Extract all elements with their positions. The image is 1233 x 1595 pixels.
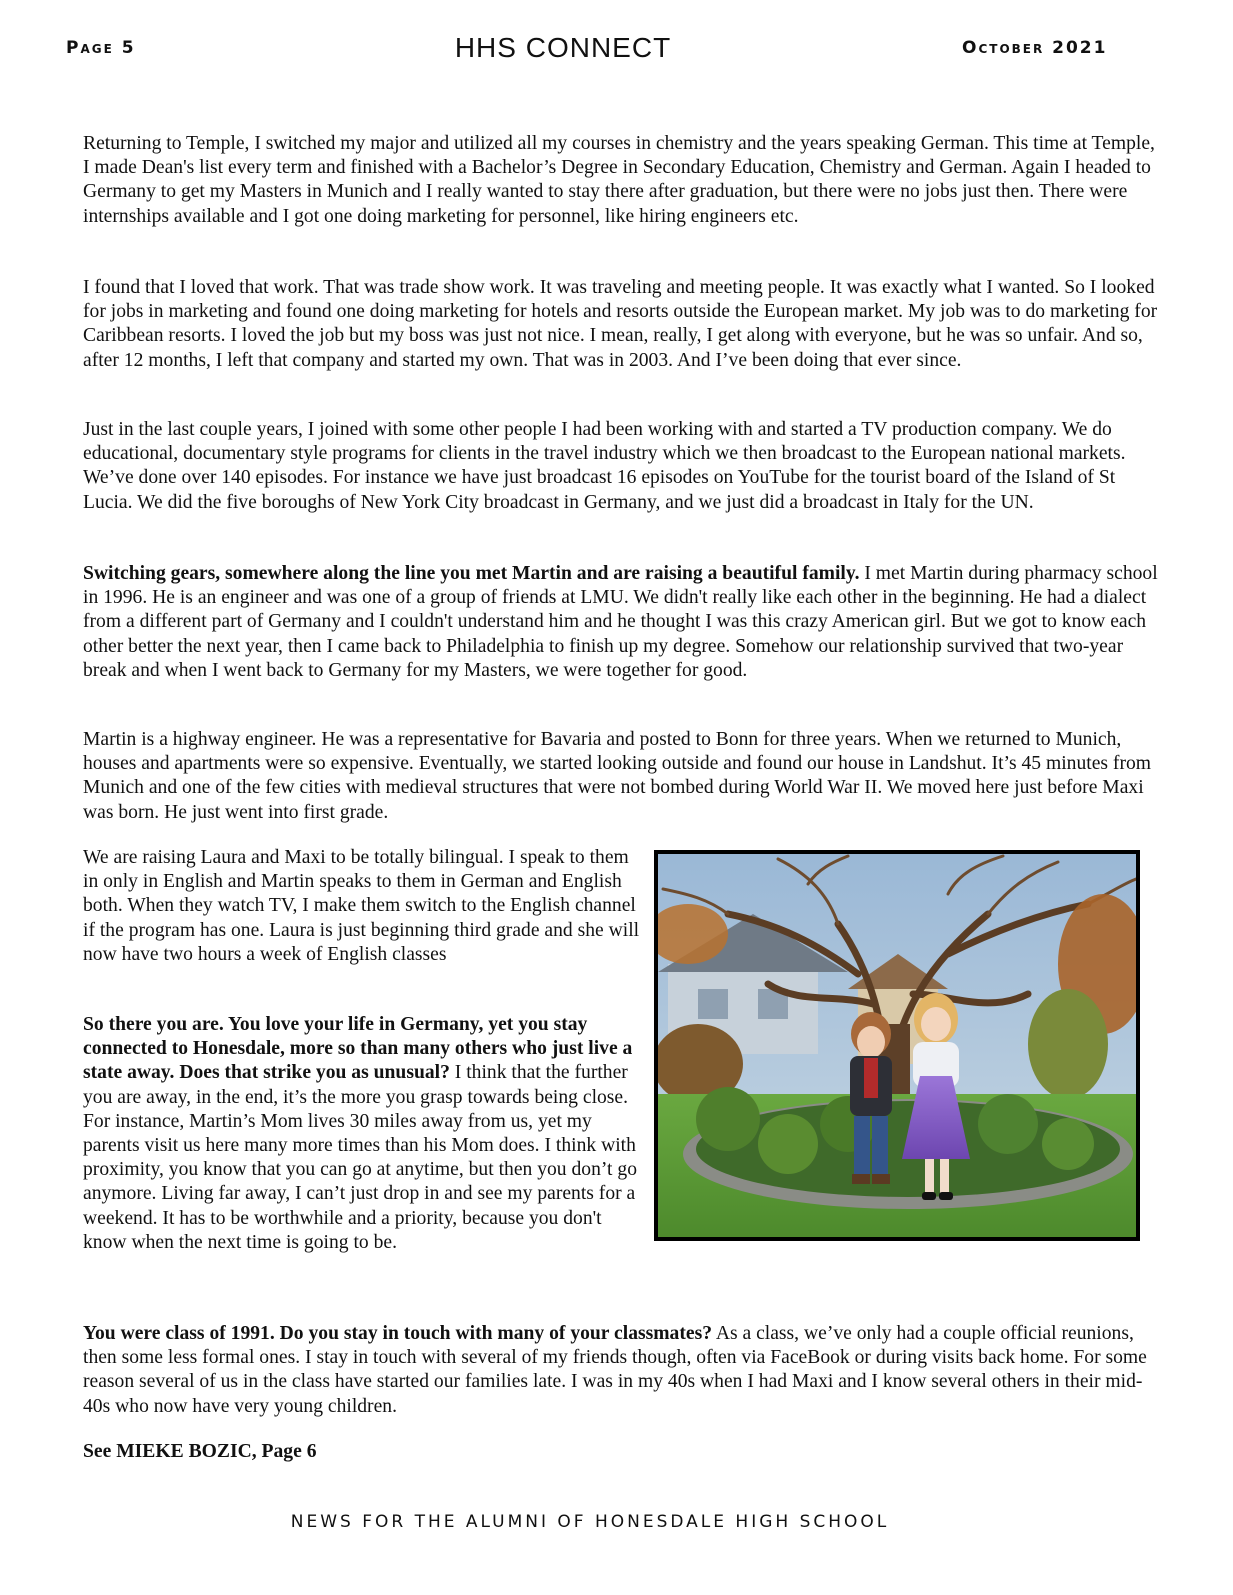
paragraph-classmates <box>83 1322 1158 1419</box>
answer-living-abroad: I think that the further you are away, in the end, it’s the more you grasp towards being close. For instance, Martin’s Mom lives 30 miles away from us, yet my parents visit us here many more times than his Mom does. I think with proximity, you know that you can go at anytime, but then you don’t go anymore. Living far away, I can’t just drop in and see my parents for a weekend. It has to be worthwhile and a priority, because you don't know when the next time is going to be. <box>83 1062 637 1253</box>
paragraph-trade-show-work: I found that I loved that work. That was trade show work. It was traveling and meeting people. It was exactly what I wanted. So I looked for jobs in marketing and found one doing marketing for hotels and resorts outside the European market. My job was to do marketing for Caribbean resorts. I loved the job but my boss was just not nice. I mean, really, I get along with everyone, but he was so unfair. And so, after 12 months, I left that company and started my own. That was in 2003. And I’ve been doing that ever since. <box>83 277 1158 371</box>
continued-label: See MIEKE BOZIC, Page 6 <box>83 1441 317 1462</box>
answer-meeting-martin: I met Martin during pharmacy school in 1996. He is an engineer and was one of a group of friends at LMU. We didn't really like each other in the beginning. He had a dialect from a different part of Germany and I couldn't understand him and he thought I was this crazy American girl. But we got to know each other better the next year, then I came back to Philadelphia to finish up my degree. Somehow our relationship survived that two-year break and when I went back to Germany for my Masters, we were together for good. <box>83 563 1158 681</box>
paragraph-tv-production: Just in the last couple years, I joined with some other people I had been working with and started a TV production company. We do educational, documentary style programs for clients in the travel industry which we then broadcast to the European national markets. We’ve done over 140 episodes. For instance we have just broadcast 16 episodes on YouTube for the tourist board of the Island of St Lucia. We did the five boroughs of New York City broadcast in Germany, and we just did a broadcast in Italy for the UN. <box>83 419 1126 513</box>
continued-link[interactable] <box>83 1440 1158 1464</box>
issue-date: October 2021 <box>962 38 1108 58</box>
question-classmates: You were class of 1991. Do you stay in touch with many of your classmates? <box>83 1323 712 1344</box>
family-photo <box>654 850 1140 1241</box>
paragraph-meeting-martin <box>83 562 1158 683</box>
page-number: Page 5 <box>66 38 136 58</box>
question-living-abroad: So there you are. You love your life in Germany, yet you stay connected to Honesdale, more so than many others who just live a state away. Does that strike you as unusual? <box>83 1014 633 1084</box>
question-meeting-martin: Switching gears, somewhere along the line you met Martin and are raising a beautiful family. <box>83 563 860 584</box>
paragraph-bilingual: We are raising Laura and Maxi to be totally bilingual. I speak to them in only in English and Martin speaks to them in German and English both. When they watch TV, I make them switch to the English channel if the program has one. Laura is just beginning third grade and she will now have two hours a week of English classes <box>83 847 640 965</box>
paragraph-returning-to-temple: Returning to Temple, I switched my major and utilized all my courses in chemistry and the years speaking German. This time at Temple, I made Dean's list every term and finished with a Bachelor’s Degree in Secondary Education, Chemistry and German. Again I headed to Germany to get my Masters in Munich and I really wanted to stay there after graduation, but there were no jobs just then. There were internships available and I got one doing marketing for personnel, like hiring engineers etc. <box>83 133 1155 227</box>
footer-tagline: NEWS FOR THE ALUMNI OF HONESDALE HIGH SCHOOL <box>290 1512 890 1532</box>
answer-classmates: As a class, we’ve only had a couple official reunions, then some less formal ones. I stay in touch with several of my friends though, often via FaceBook or during visits back home. For some reason several of us in the class have started our families late. I was in my 40s when I had Maxi and I know several others in their mid-40s who now have very young children. <box>83 1323 1147 1417</box>
paragraph-living-abroad <box>83 1013 643 1255</box>
newsletter-title: HHS CONNECT <box>454 32 672 63</box>
paragraph-landshut: Martin is a highway engineer. He was a representative for Bavaria and posted to Bonn for three years. When we returned to Munich, houses and apartments were so expensive. Eventually, we started looking outside and found our house in Landshut. It’s 45 minutes from Munich and one of the few cities with medieval structures that were not bombed during World War II. We moved here just before Maxi was born. He just went into first grade. <box>83 729 1152 823</box>
children-in-garden-image <box>658 854 1136 1237</box>
